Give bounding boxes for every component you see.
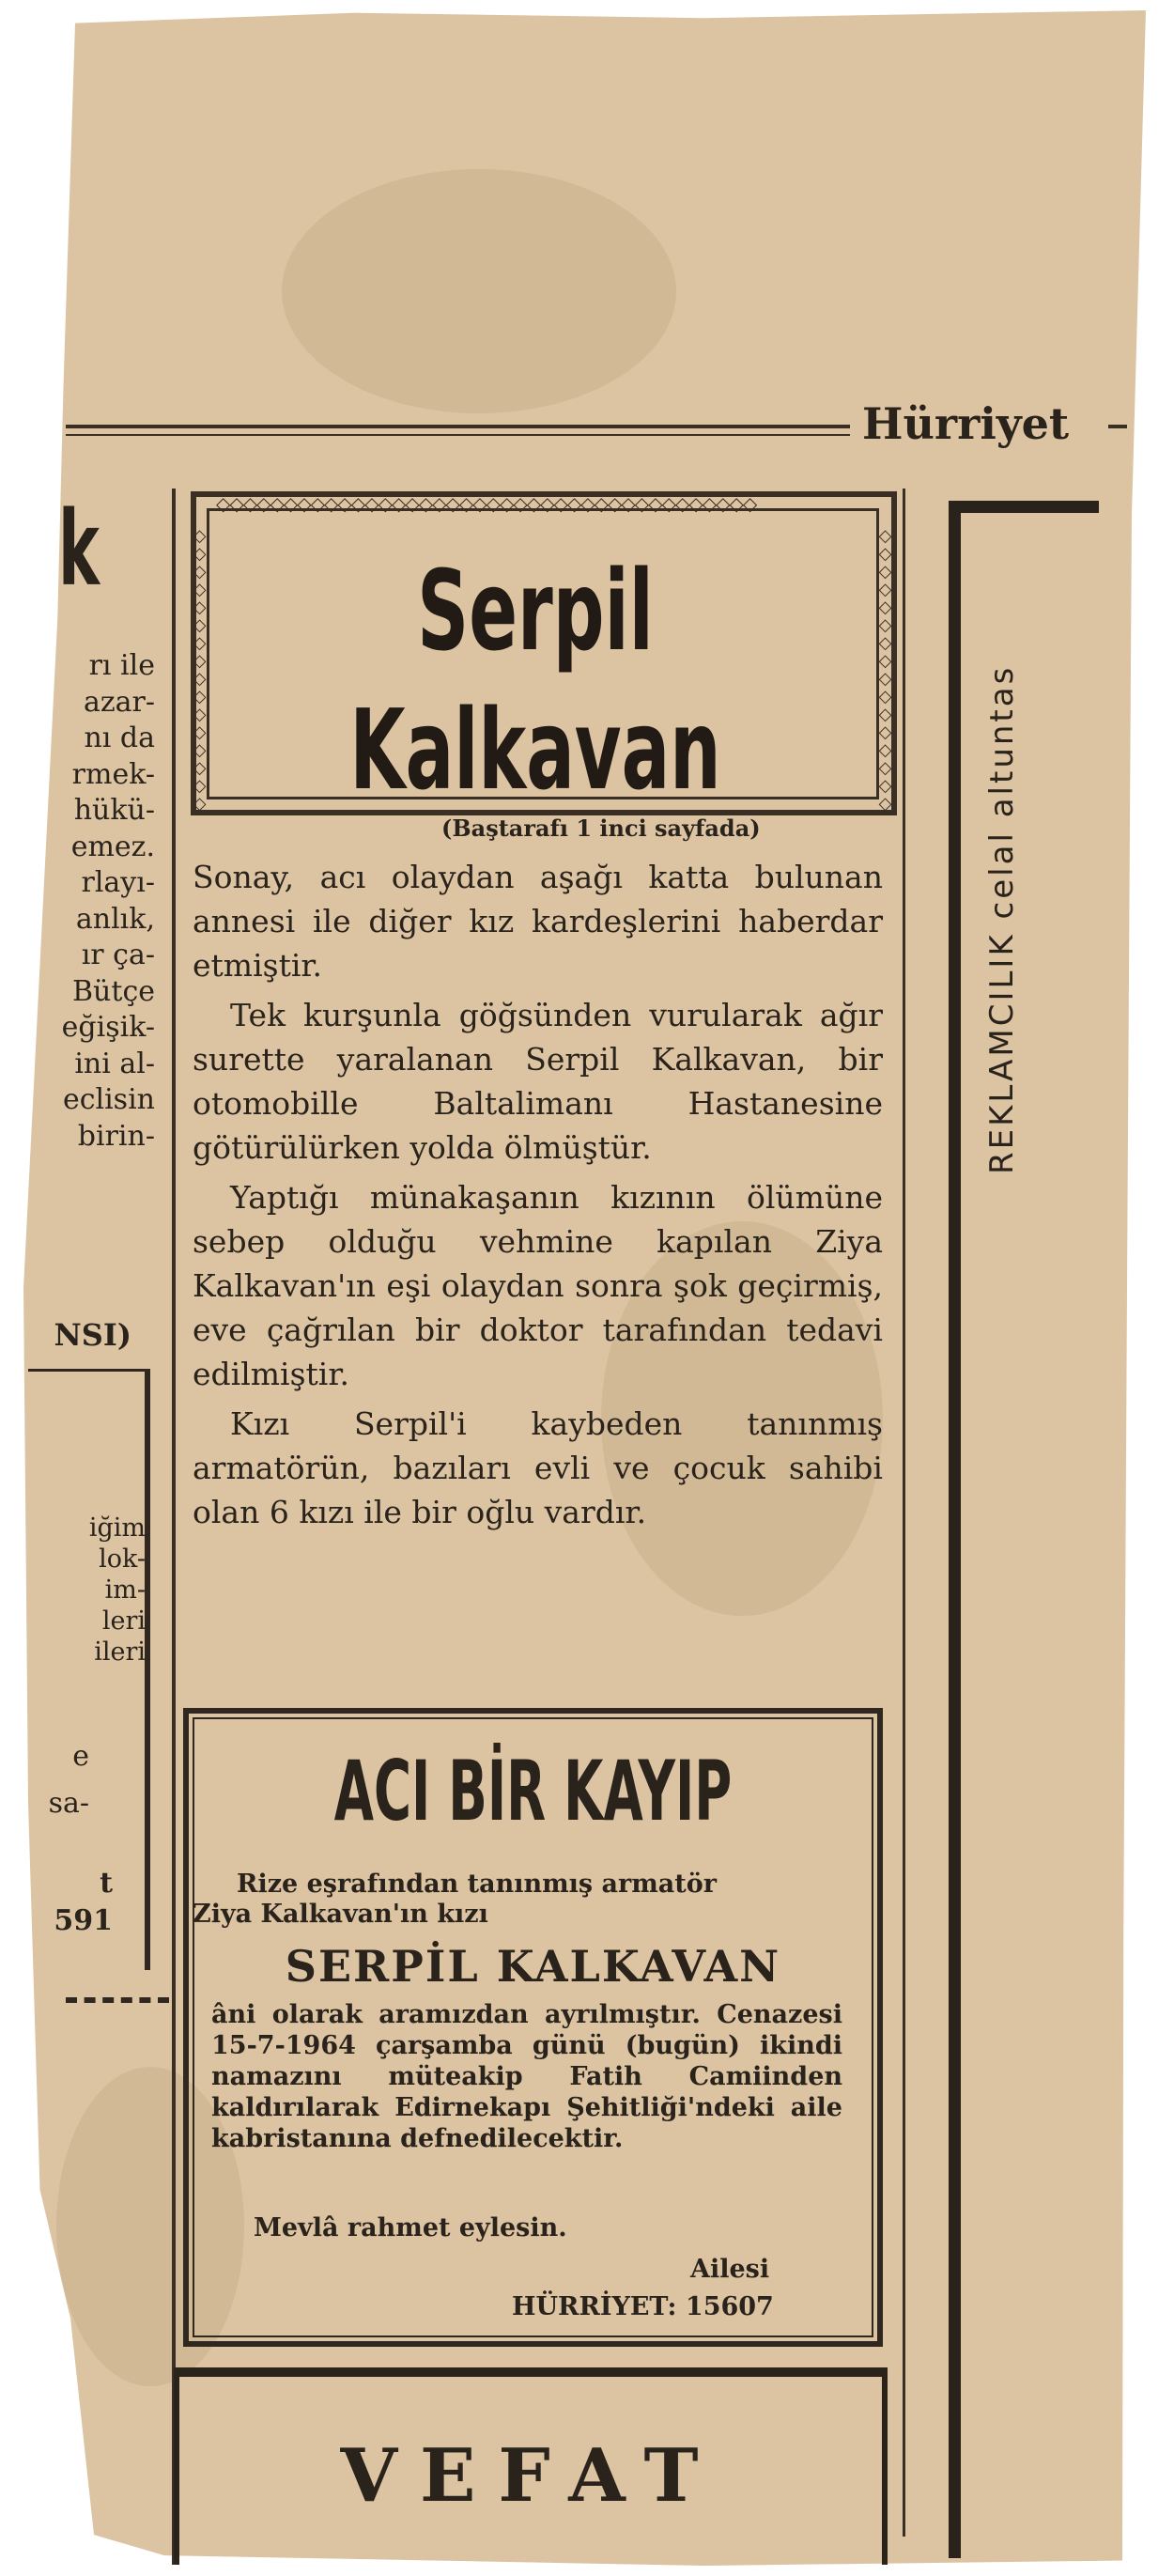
ad-border [949, 501, 1099, 2558]
fragment-line: anlık, [75, 902, 155, 936]
fragment-line: eğişik- [61, 1011, 155, 1044]
fragment-line: azar- [83, 685, 155, 719]
headline-line-2: Kalkavan [349, 685, 721, 815]
masthead-rule-thin [66, 434, 850, 436]
fragment-box-line: e [72, 1740, 89, 1773]
zigzag-border-right: ◇◇◇◇◇◇◇◇◇◇◇◇◇◇◇◇ [875, 526, 895, 812]
fragment-heading: NSI) [54, 1317, 131, 1353]
notice-signature: Ailesi [690, 2255, 770, 2284]
notice-title: ACI BİR KAYIP [333, 1743, 733, 1839]
fragment-text-column [19, 648, 155, 1155]
fragment-line: eclisin [62, 1083, 155, 1116]
zigzag-border-top: ◇◇◇◇◇◇◇◇◇◇◇◇◇◇◇◇◇◇◇◇◇◇◇◇◇◇◇◇◇◇◇◇◇◇◇◇◇◇◇◇ [216, 492, 757, 515]
column-rule-right [903, 489, 905, 2537]
fragment-box-line: sa- [48, 1787, 89, 1820]
fragment-box-line: lok- [99, 1544, 146, 1574]
article-paragraph: Sonay, acı olaydan aşağı katta bulunan annesi ile diğer kız kardeşlerini haberdar etmiştir. [193, 859, 883, 984]
fragment-box-line: iğim [88, 1513, 146, 1543]
notice-reference: HÜRRİYET: 15607 [512, 2292, 774, 2321]
paper-stain [282, 169, 676, 413]
column-rule-left [172, 489, 176, 2565]
fragment-box-line: leri [101, 1606, 146, 1636]
fragment-box-text-3 [28, 1865, 113, 1940]
fragment-box-text-2 [28, 1733, 89, 1827]
masthead-rule [66, 425, 850, 428]
notice-intro-line-2: Ziya Kalkavan'ın kızı [193, 1900, 488, 1929]
notice-closing: Mevlâ rahmet eylesin. [254, 2213, 567, 2242]
fragment-line: nı da [84, 722, 155, 754]
article-body [193, 855, 883, 1540]
continued-from-label: (Baştarafı 1 inci sayfada) [441, 815, 761, 842]
fragment-line: ır ça- [81, 939, 155, 971]
fragment-dashed-rule [66, 1997, 169, 2009]
article-paragraph: Tek kurşunla göğsünden vurularak ağır surette yaralanan Serpil Kalkavan, bir otomobille Baltalimanı Hastanesine götürülürken yolda ölmüştür. [193, 997, 883, 1166]
vefat-title: VEFAT [340, 2433, 721, 2519]
masthead-rule-right [1108, 425, 1127, 428]
fragment-box-line: 591 [54, 1904, 113, 1937]
fragment-big-letter: k [58, 489, 100, 609]
fragment-line: birin- [77, 1119, 155, 1153]
notice-intro-line-1: Rize eşrafından tanınmış armatör [237, 1870, 718, 1899]
article-paragraph: Kızı Serpil'i kaybeden tanınmış armatörün, bazıları evli ve çocuk sahibi olan 6 kızı ile bir oğlu vardır. [193, 1405, 883, 1530]
notice-deceased-name: SERPİL KALKAVAN [285, 1941, 781, 1992]
notice-body: âni olarak aramızdan ayrılmıştır. Cenazesi 15-7-1964 çarşamba günü (bugün) ikindi namazını müteakip Fatih Camiinden kaldırılarak Edirnekapı Şehitliği'ndeki aile kabristanına defnedilecektir. [211, 2000, 842, 2153]
zigzag-border-left: ◇◇◇◇◇◇◇◇◇◇◇◇◇◇◇◇ [190, 526, 209, 812]
fragment-line: rmek- [71, 757, 155, 791]
article-paragraph: Yaptığı münakaşanın kızının ölümüne sebep olduğu vehmine kapılan Ziya Kalkavan'ın eşi olaydan sonra şok geçirmiş, eve çağrılan bir doktor tarafından tedavi edilmiştir. [193, 1179, 883, 1392]
fragment-line: rlayı- [81, 866, 155, 899]
fragment-box-line: im- [104, 1575, 146, 1605]
fragment-line: emez. [70, 830, 155, 863]
fragment-box-line: ileri [94, 1637, 146, 1667]
fragment-line: rı ile [88, 649, 155, 682]
headline-line-1: Serpil [417, 546, 654, 675]
fragment-box-line: t [100, 1867, 113, 1900]
fragment-box-text [28, 1513, 146, 1668]
fragment-line: hükü- [73, 794, 155, 827]
ad-vertical-text: REKLAMCILIK celal altuntas [983, 664, 1021, 1174]
masthead-title: Hürriyet [862, 398, 1070, 449]
fragment-line: ini al- [74, 1047, 155, 1080]
fragment-line: Bütçe [72, 974, 155, 1008]
